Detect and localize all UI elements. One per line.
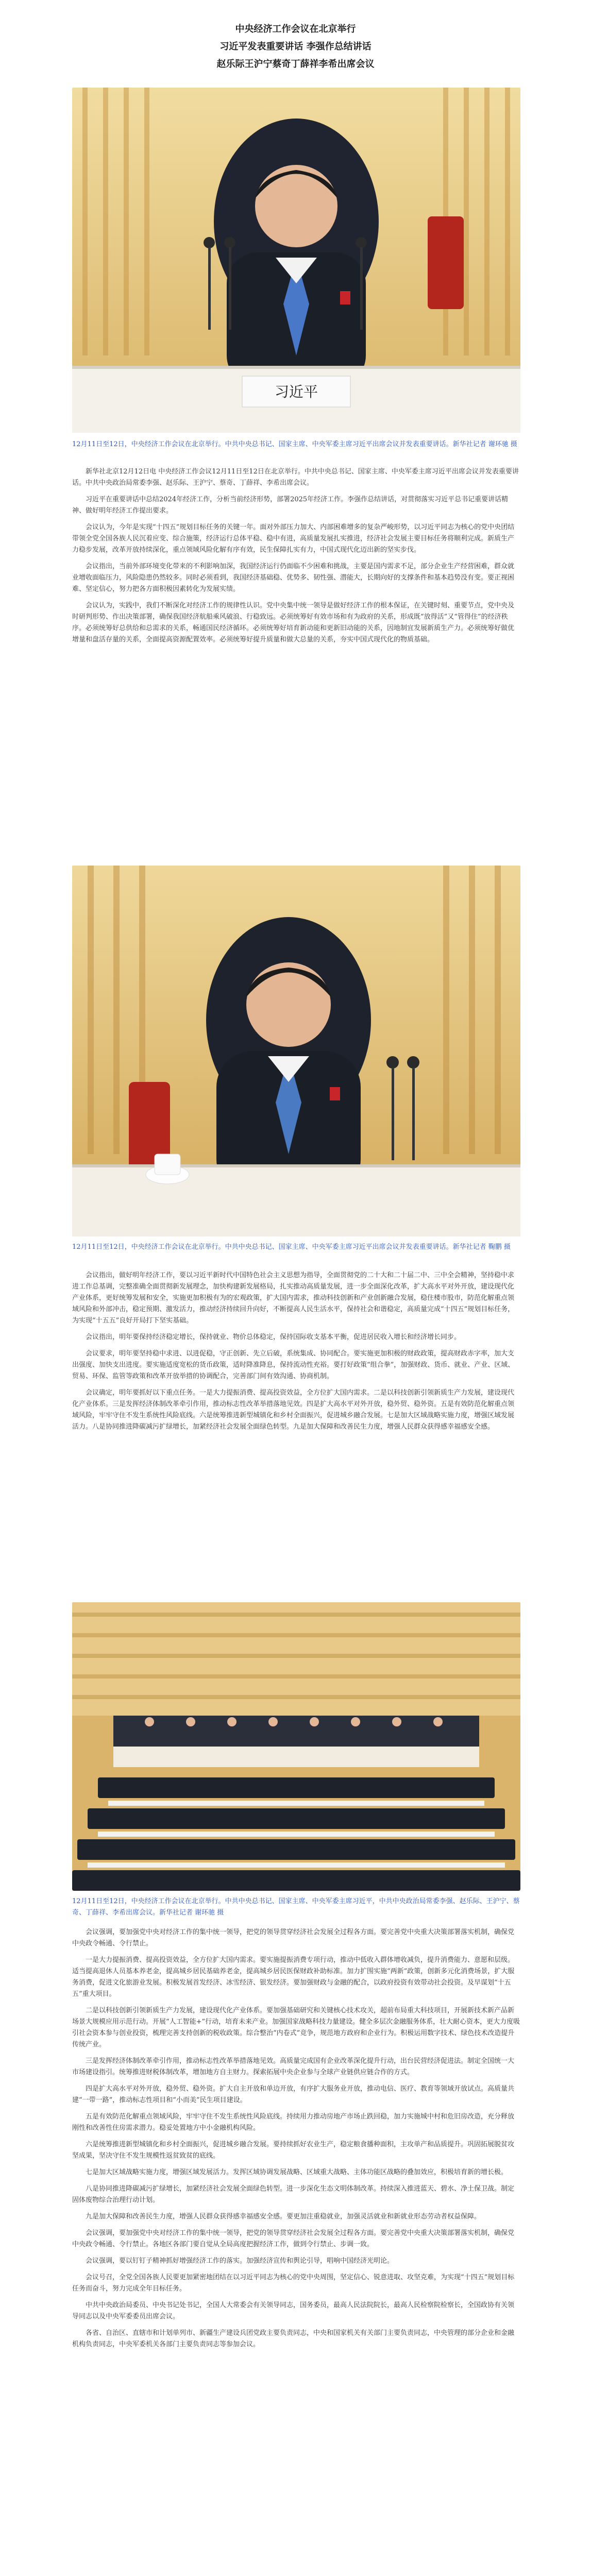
paragraph: 会议号召，全党全国各族人民要更加紧密地团结在以习近平同志为核心的党中央周围，坚定信心、锐意进取、攻坚克难，为实现“十四五”规划目标任务而奋斗，努力完成全年目标任务。 — [72, 2274, 515, 2293]
paragraph: 会议确定，明年要抓好以下重点任务。一是大力提振消费、提高投资效益，全方位扩大国内需求。二是以科技创新引领新质生产力发展，建设现代化产业体系。三是发挥经济体制改革牵引作用，推动标志性改革举措落地见效。四是扩大高水平对外开放，稳外贸、稳外资。五是有效防范化解重点领域风险，牢牢守住不发生系统性风险底线。六是统筹推进新型城镇化和乡村全面振兴，促进城乡融合发展。七是加大区域战略实施力度，增强区域发展活力。八是协同推进降碳减污扩绿增长，加紧经济社会发展全面绿色转型。九是加大保障和改善民生力度，增强人民群众获得感幸福感安全感。 — [72, 1389, 515, 1431]
photo-caption-3: 12月11日至12日，中央经济工作会议在北京举行。中共中央总书记、国家主席、中央军委主席习近平，中共中央政治局常委李强、赵乐际、王沪宁、蔡奇、丁薛祥、李希出席会议。新华社记者 谢环驰 摄 — [72, 1897, 520, 1917]
photo-caption-1: 12月11日至12日，中央经济工作会议在北京举行。中共中央总书记、国家主席、中央军委主席习近平出席会议并发表重要讲话。新华社记者 谢环驰 摄 — [72, 440, 517, 448]
news-photo-1 — [72, 88, 520, 433]
paragraph: 会议指出，做好明年经济工作，要以习近平新时代中国特色社会主义思想为指导，全面贯彻党的二十大和二十届二中、三中全会精神，坚持稳中求进工作总基调，完整准确全面贯彻新发展理念，加快构建新发展格局，扎实推动高质量发展，进一步全面深化改革，扩大高水平对外开放，建设现代化产业体系，更好统筹发展和安全，实施更加积极有为的宏观政策，扩大国内需求，推动科技创新和产业创新融合发展，稳住楼市股市，防范化解重点领域风险和外部冲击，稳定预期、激发活力，推动经济持续回升向好，不断提高人民生活水平，保持社会和谐稳定，高质量完成“十四五”规划目标任务，为实现“十五五”良好开局打下坚实基础。 — [72, 1272, 515, 1325]
paragraph: 会议认为，今年是实现“十四五”规划目标任务的关键一年。面对外部压力加大、内部困难增多的复杂严峻形势，以习近平同志为核心的党中央团结带领全党全国各族人民沉着应变、综合施策，经济运行总体平稳、稳中有进，高质量发展扎实推进，经济社会发展主要目标任务将顺利完成。新质生产力稳步发展，改革开放持续深化，重点领域风险化解有序有效，民生保障扎实有力，中国式现代化迈出新的坚实步伐。 — [72, 523, 515, 554]
paragraph: 习近平在重要讲话中总结2024年经济工作，分析当前经济形势，部署2025年经济工作。李强作总结讲话，对贯彻落实习近平总书记重要讲话精神、做好明年经济工作提出要求。 — [72, 496, 509, 515]
paragraph: 三是发挥经济体制改革牵引作用，推动标志性改革举措落地见效。高质量完成国有企业改革深化提升行动，出台民营经济促进法。制定全国统一大市场建设指引。统筹推进财税体制改革，增加地方自主财力。探索拓展中央企业参与全球产业链供应链合作的方式。 — [72, 2057, 515, 2076]
paragraph: 七是加大区域战略实施力度，增强区域发展活力。发挥区域协调发展战略、区域重大战略、主体功能区战略的叠加效应，积极培育新的增长极。 — [86, 2168, 508, 2176]
paragraph: 五是有效防范化解重点领域风险，牢牢守住不发生系统性风险底线。持续用力推动房地产市场止跌回稳，加力实施城中村和危旧房改造，充分释放刚性和改善性住房需求潜力。稳妥处置地方中小金融机构风险。 — [72, 2113, 515, 2132]
article-section-3 — [72, 1927, 520, 2355]
paragraph: 八是协同推进降碳减污扩绿增长，加紧经济社会发展全面绿色转型。进一步深化生态文明体制改革。持续深入推进蓝天、碧水、净土保卫战。制定固体废物综合治理行动计划。 — [72, 2185, 515, 2204]
article-headline — [0, 21, 591, 73]
paragraph: 会议指出，当前外部环境变化带来的不利影响加深，我国经济运行仍面临不少困难和挑战，主要是国内需求不足，部分企业生产经营困难，群众就业增收面临压力，风险隐患仍然较多。同时必须看到，我国经济基础稳、优势多、韧性强、潜能大，长期向好的支撑条件和基本趋势没有变。要正视困难、坚定信心，努力把各方面积极因素转化为发展实绩。 — [72, 563, 515, 593]
headline-line-2: 习近平发表重要讲话 李强作总结讲话 — [219, 41, 372, 52]
headline-line-3: 赵乐际王沪宁蔡奇丁薛祥李希出席会议 — [216, 59, 375, 70]
paragraph: 一是大力提振消费、提高投资效益，全方位扩大国内需求。要实施提振消费专项行动，推动中低收入群体增收减负，提升消费能力、意愿和层级。适当提高退休人员基本养老金，提高城乡居民基础养老金，提高城乡居民医保财政补助标准。加力扩围实施“两新”政策，创新多元化消费场景，扩大服务消费，促进文化旅游业发展。积极发展首发经济、冰雪经济、银发经济。要加强财政与金融的配合，以政府投资有效带动社会投资。及早谋划“十五五”重大项目。 — [72, 1956, 515, 1998]
paragraph: 会议强调，要加强党中央对经济工作的集中统一领导，把党的领导贯穿经济社会发展全过程各方面。要完善党中央重大决策部署落实机制，确保党中央政令畅通、令行禁止。各地区各部门要自觉从全局高度把握经济工作，做到令行禁止、步调一致。 — [72, 2229, 515, 2248]
paragraph: 各省、自治区、直辖市和计划单列市、新疆生产建设兵团党政主要负责同志，中央和国家机关有关部门主要负责同志，中央管理的部分企业和金融机构负责同志，中央军委机关各部门主要负责同志等参加会议。 — [72, 2329, 515, 2348]
paragraph: 四是扩大高水平对外开放，稳外贸、稳外资。扩大自主开放和单边开放，有序扩大服务业开放，推动电信、医疗、教育等领域开放试点。高质量共建“一带一路”，推动标志性项目和“小而美”民生项目建设。 — [72, 2085, 515, 2104]
paragraph: 二是以科技创新引领新质生产力发展，建设现代化产业体系。要加强基础研究和关键核心技术攻关，超前布局重大科技项目，开展新技术新产品新场景大规模应用示范行动。开展“人工智能+”行动，培育未来产业。加强国家战略科技力量建设。健全多层次金融服务体系，壮大耐心资本，更大力度吸引社会资本参与创业投资，梳理完善支持创新的税收政策。综合整治“内卷式”竞争，规范地方政府和企业行为。积极运用数字技术、绿色技术改造提升传统产业。 — [72, 2007, 520, 2048]
headline-line-1: 中央经济工作会议在北京举行 — [235, 24, 356, 35]
photo-nameplate: 习近平 — [274, 383, 318, 400]
news-photo-2 — [72, 866, 520, 1236]
photo-caption-2: 12月11日至12日，中央经济工作会议在北京举行。中共中央总书记、国家主席、中央军委主席习近平出席会议并发表重要讲话。新华社记者 鞠鹏 摄 — [72, 1243, 511, 1251]
article-section-2 — [72, 1270, 520, 1438]
paragraph: 会议要求，明年要坚持稳中求进、以进促稳，守正创新、先立后破，系统集成、协同配合。要实施更加积极的财政政策，提高财政赤字率，加大支出强度、加快支出进度。要实施适度宽松的货币政策，适时降准降息，保持流动性充裕。要打好政策“组合拳”，加强财政、货币、就业、产业、区域、贸易、环保、监管等政策和改革开放举措的协调配合，完善部门间有效沟通、协商机制。 — [72, 1350, 515, 1380]
paragraph: 会议强调，要加强党中央对经济工作的集中统一领导，把党的领导贯穿经济社会发展全过程各方面。要完善党中央重大决策部署落实机制，确保党中央政令畅通、令行禁止。 — [72, 1928, 515, 1947]
paragraph: 会议强调，要以钉钉子精神抓好增强经济工作的落实。加强经济宣传和舆论引导，唱响中国经济光明论。 — [86, 2257, 394, 2265]
paragraph: 会议指出，明年要保持经济稳定增长，保持就业、物价总体稳定，保持国际收支基本平衡，促进居民收入增长和经济增长同步。 — [86, 1333, 461, 1341]
news-photo-3 — [72, 1602, 520, 1891]
paragraph: 九是加大保障和改善民生力度，增强人民群众获得感幸福感安全感。要更加注重稳就业，加强灵活就业和新就业形态劳动者权益保障。 — [86, 2213, 481, 2221]
paragraph: 会议认为，实践中，我们不断深化对经济工作的规律性认识。党中央集中统一领导是做好经济工作的根本保证，在关键时刻、重要节点，党中央及时研判形势、作出决策部署，确保我国经济航船乘风破浪、行稳致远。必须统筹好有效市场和有为政府的关系，形成既“放得活”又“管得住”的经济秩序。必须统筹好总供给和总需求的关系，畅通国民经济循环。必须统筹好培育新动能和更新旧动能的关系，因地制宜发展新质生产力。必须统筹好做优增量和盘活存量的关系，全面提高资源配置效率。必须统筹好提升质量和做大总量的关系，夯实中国式现代化的物质基础。 — [72, 602, 515, 643]
paragraph: 中共中央政治局委员、中央书记处书记，全国人大常委会有关领导同志，国务委员，最高人民法院院长，最高人民检察院检察长，全国政协有关领导同志以及中央军委委员出席会议。 — [72, 2301, 515, 2320]
paragraph: 六是统筹推进新型城镇化和乡村全面振兴，促进城乡融合发展。要持续抓好农业生产，稳定粮食播种面积，主攻单产和品质提升。巩固拓展脱贫攻坚成果，坚决守住不发生规模性返贫致贫的底线。 — [72, 2141, 515, 2160]
paragraph: 新华社北京12月12日电 中央经济工作会议12月11日至12日在北京举行。中共中央总书记、国家主席、中央军委主席习近平出席会议并发表重要讲话。中共中央政治局常委李强、赵乐际、王沪宁、蔡奇、丁薛祥、李希出席会议。 — [72, 468, 519, 487]
article-section-1 — [72, 466, 520, 651]
